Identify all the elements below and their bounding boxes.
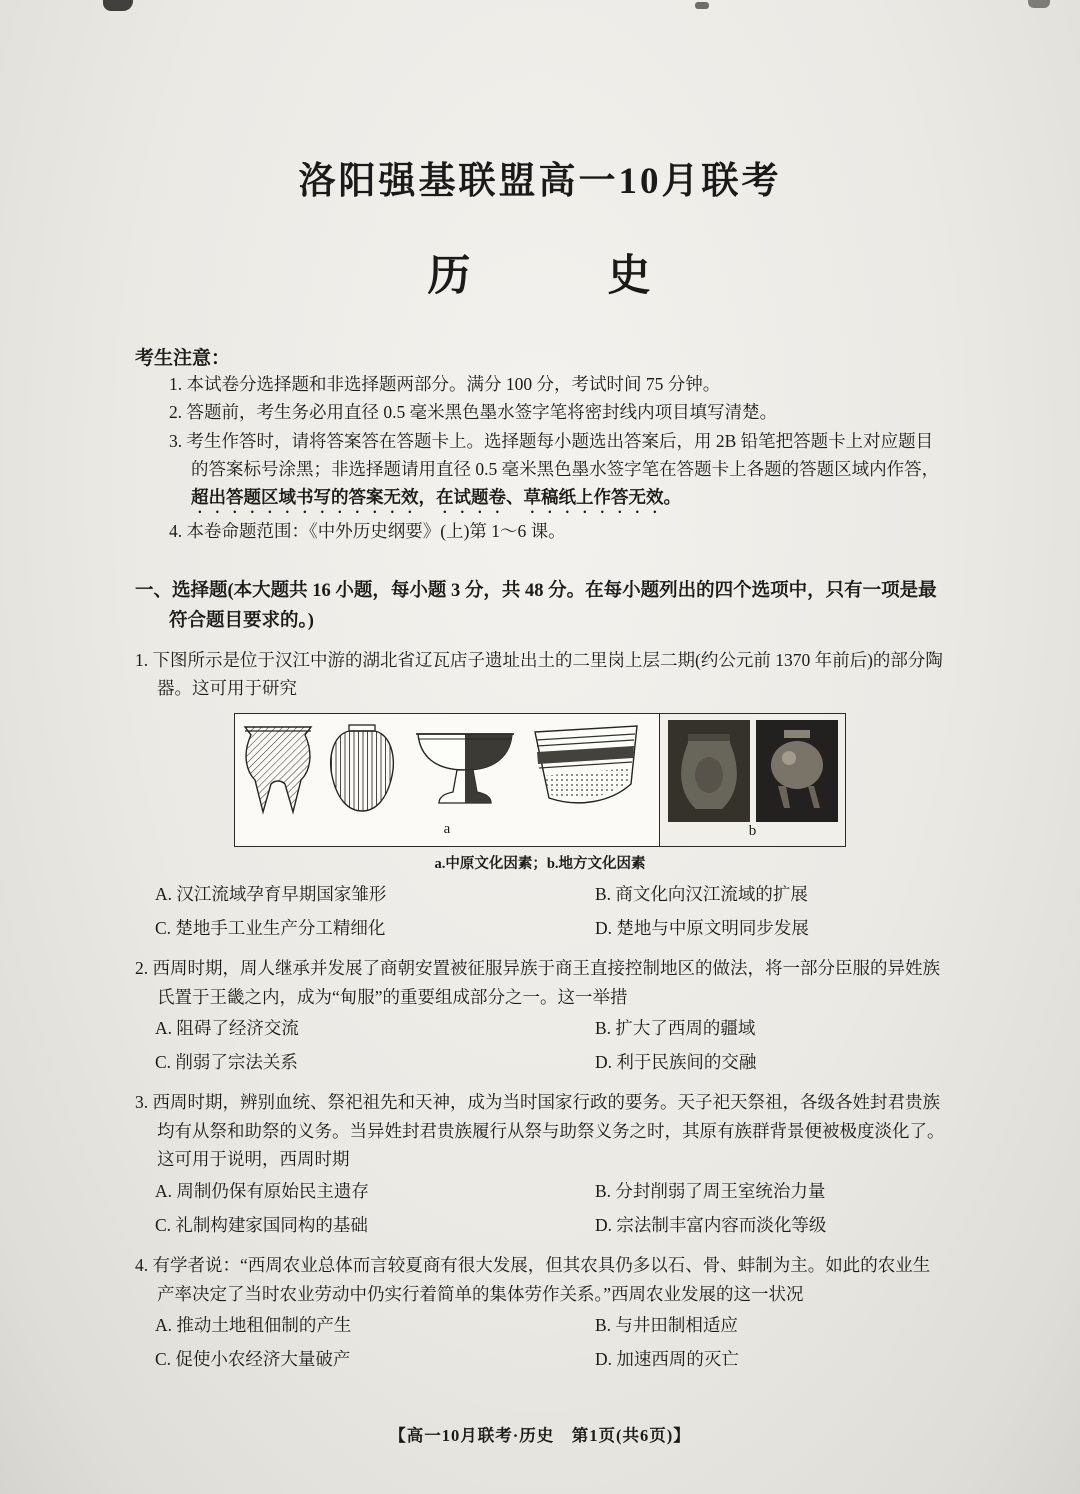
figure-caption: a.中原文化因素；b.地方文化因素 [434, 855, 646, 872]
pottery-drawings [235, 718, 655, 820]
figure-drawings-panel [235, 714, 659, 846]
scan-artifact [103, 0, 133, 11]
notice-item-1: 1. 本试卷分选择题和非选择题两部分。满分 100 分，考试时间 75 分钟。 [169, 374, 721, 394]
scan-artifact [1028, 0, 1050, 8]
notice-heading: 考生注意： [135, 348, 231, 369]
pottery-photo-2 [756, 720, 838, 822]
question-2-option-b: B. 扩大了西周的疆域 [595, 1018, 756, 1039]
scan-artifact [695, 2, 709, 9]
question-3-option-b: B. 分封削弱了周王室统治力量 [595, 1180, 826, 1201]
question-4-option-a: A. 推动土地租佃制的产生 [155, 1315, 352, 1336]
question-4 [135, 1251, 945, 1376]
notice-item-3-emphasis: 超出答题区域书写的答案无效，在试题卷、草稿纸上作答无效。 [191, 487, 681, 508]
question-2-option-c: C. 削弱了宗法关系 [155, 1052, 298, 1073]
pottery-figure-box [234, 713, 846, 847]
question-4-options [155, 1308, 945, 1376]
question-2-options [155, 1011, 945, 1079]
question-1-option-b: B. 商文化向汉江流域的扩展 [595, 883, 808, 904]
question-3 [135, 1088, 945, 1242]
exam-title: 洛阳强基联盟高一10月联考 [298, 161, 782, 202]
question-3-option-d: D. 宗法制丰富内容而淡化等级 [595, 1214, 827, 1235]
pottery-photo-1 [668, 720, 750, 822]
question-3-options [155, 1174, 945, 1242]
notice-item-3-text: 3. 考生作答时，请将答案答在答题卡上。选择题每小题选出答案后，用 2B 铅笔把答题卡上对应题目的答案标号涂黑；非选择题请用直径 0.5 毫米黑色墨水签字笔在答题卡上各题的答题区域内作答， [169, 430, 940, 480]
question-3-option-c: C. 礼制构建家国同构的基础 [155, 1214, 368, 1235]
question-1-options [155, 877, 945, 945]
question-1-option-d: D. 楚地与中原文明同步发展 [595, 917, 809, 938]
question-2-option-a: A. 阻碍了经济交流 [155, 1018, 299, 1039]
question-1-figure [135, 713, 945, 873]
question-1-option-a: A. 汉江流域孕育早期国家雏形 [155, 883, 387, 904]
exam-subject: 历 史 [427, 253, 653, 300]
question-2-option-d: D. 利于民族间的交融 [595, 1052, 757, 1073]
question-1-stem: 1. 下图所示是位于汉江中游的湖北省辽瓦店子遗址出土的二里岗上层二期(约公元前 1370 年前后)的部分陶器。这可用于研究 [135, 649, 943, 699]
question-4-option-b: B. 与井田制相适应 [595, 1315, 738, 1336]
question-1-option-c: C. 楚地手工业生产分工精细化 [155, 917, 386, 938]
figure-photos-panel [659, 714, 845, 846]
notice-item-3 [169, 427, 945, 518]
question-2-stem: 2. 西周时期，周人继承并发展了商朝安置被征服异族于商王直接控制地区的做法，将一部分臣服的异姓族氏置于王畿之内，成为“甸服”的重要组成部分之一。这一举措 [135, 958, 940, 1007]
notice-item-4: 4. 本卷命题范围：《中外历史纲要》(上)第 1～6 课。 [169, 521, 566, 542]
pottery-photo-1-image [668, 720, 750, 822]
figure-label-a: a [443, 820, 451, 837]
page-footer: 【高一10月联考·历史 第1页(共6页)】 [389, 1426, 691, 1445]
figure-photos [660, 720, 845, 822]
question-1 [135, 646, 945, 945]
question-4-option-d: D. 加速西周的灭亡 [595, 1349, 739, 1370]
section-heading: 一、选择题(本大题共 16 小题，每小题 3 分，共 48 分。在每小题列出的四个选项中，只有一项是最符合题目要求的。) [135, 580, 937, 632]
pottery-photo-2-image [756, 720, 838, 822]
question-3-stem: 3. 西周时期，辨别血统、祭祀祖先和天神，成为当时国家行政的要务。天子祀天祭祖，各级各姓封君贵族均有从祭和助祭的义务。当异姓封君贵族履行从祭与助祭义务之时，其原有族群背景便被极度淡化了。这可用于说明，西周时期 [135, 1092, 945, 1170]
question-3-option-a: A. 周制仍保有原始民主遗存 [155, 1180, 369, 1201]
question-2 [135, 954, 945, 1079]
question-4-stem: 4. 有学者说：“西周农业总体而言较夏商有很大发展，但其农具仍多以石、骨、蚌制为主。如此的农业生产率决定了当时农业劳动中仍实行着简单的集体劳作关系。”西周农业发展的这一状况 [135, 1255, 931, 1304]
question-4-option-c: C. 促使小农经济大量破产 [155, 1349, 351, 1370]
figure-label-b: b [748, 822, 757, 839]
notice-item-2: 2. 答题前，考生务必用直径 0.5 毫米黑色墨水签字笔将密封线内项目填写清楚。 [169, 402, 778, 423]
